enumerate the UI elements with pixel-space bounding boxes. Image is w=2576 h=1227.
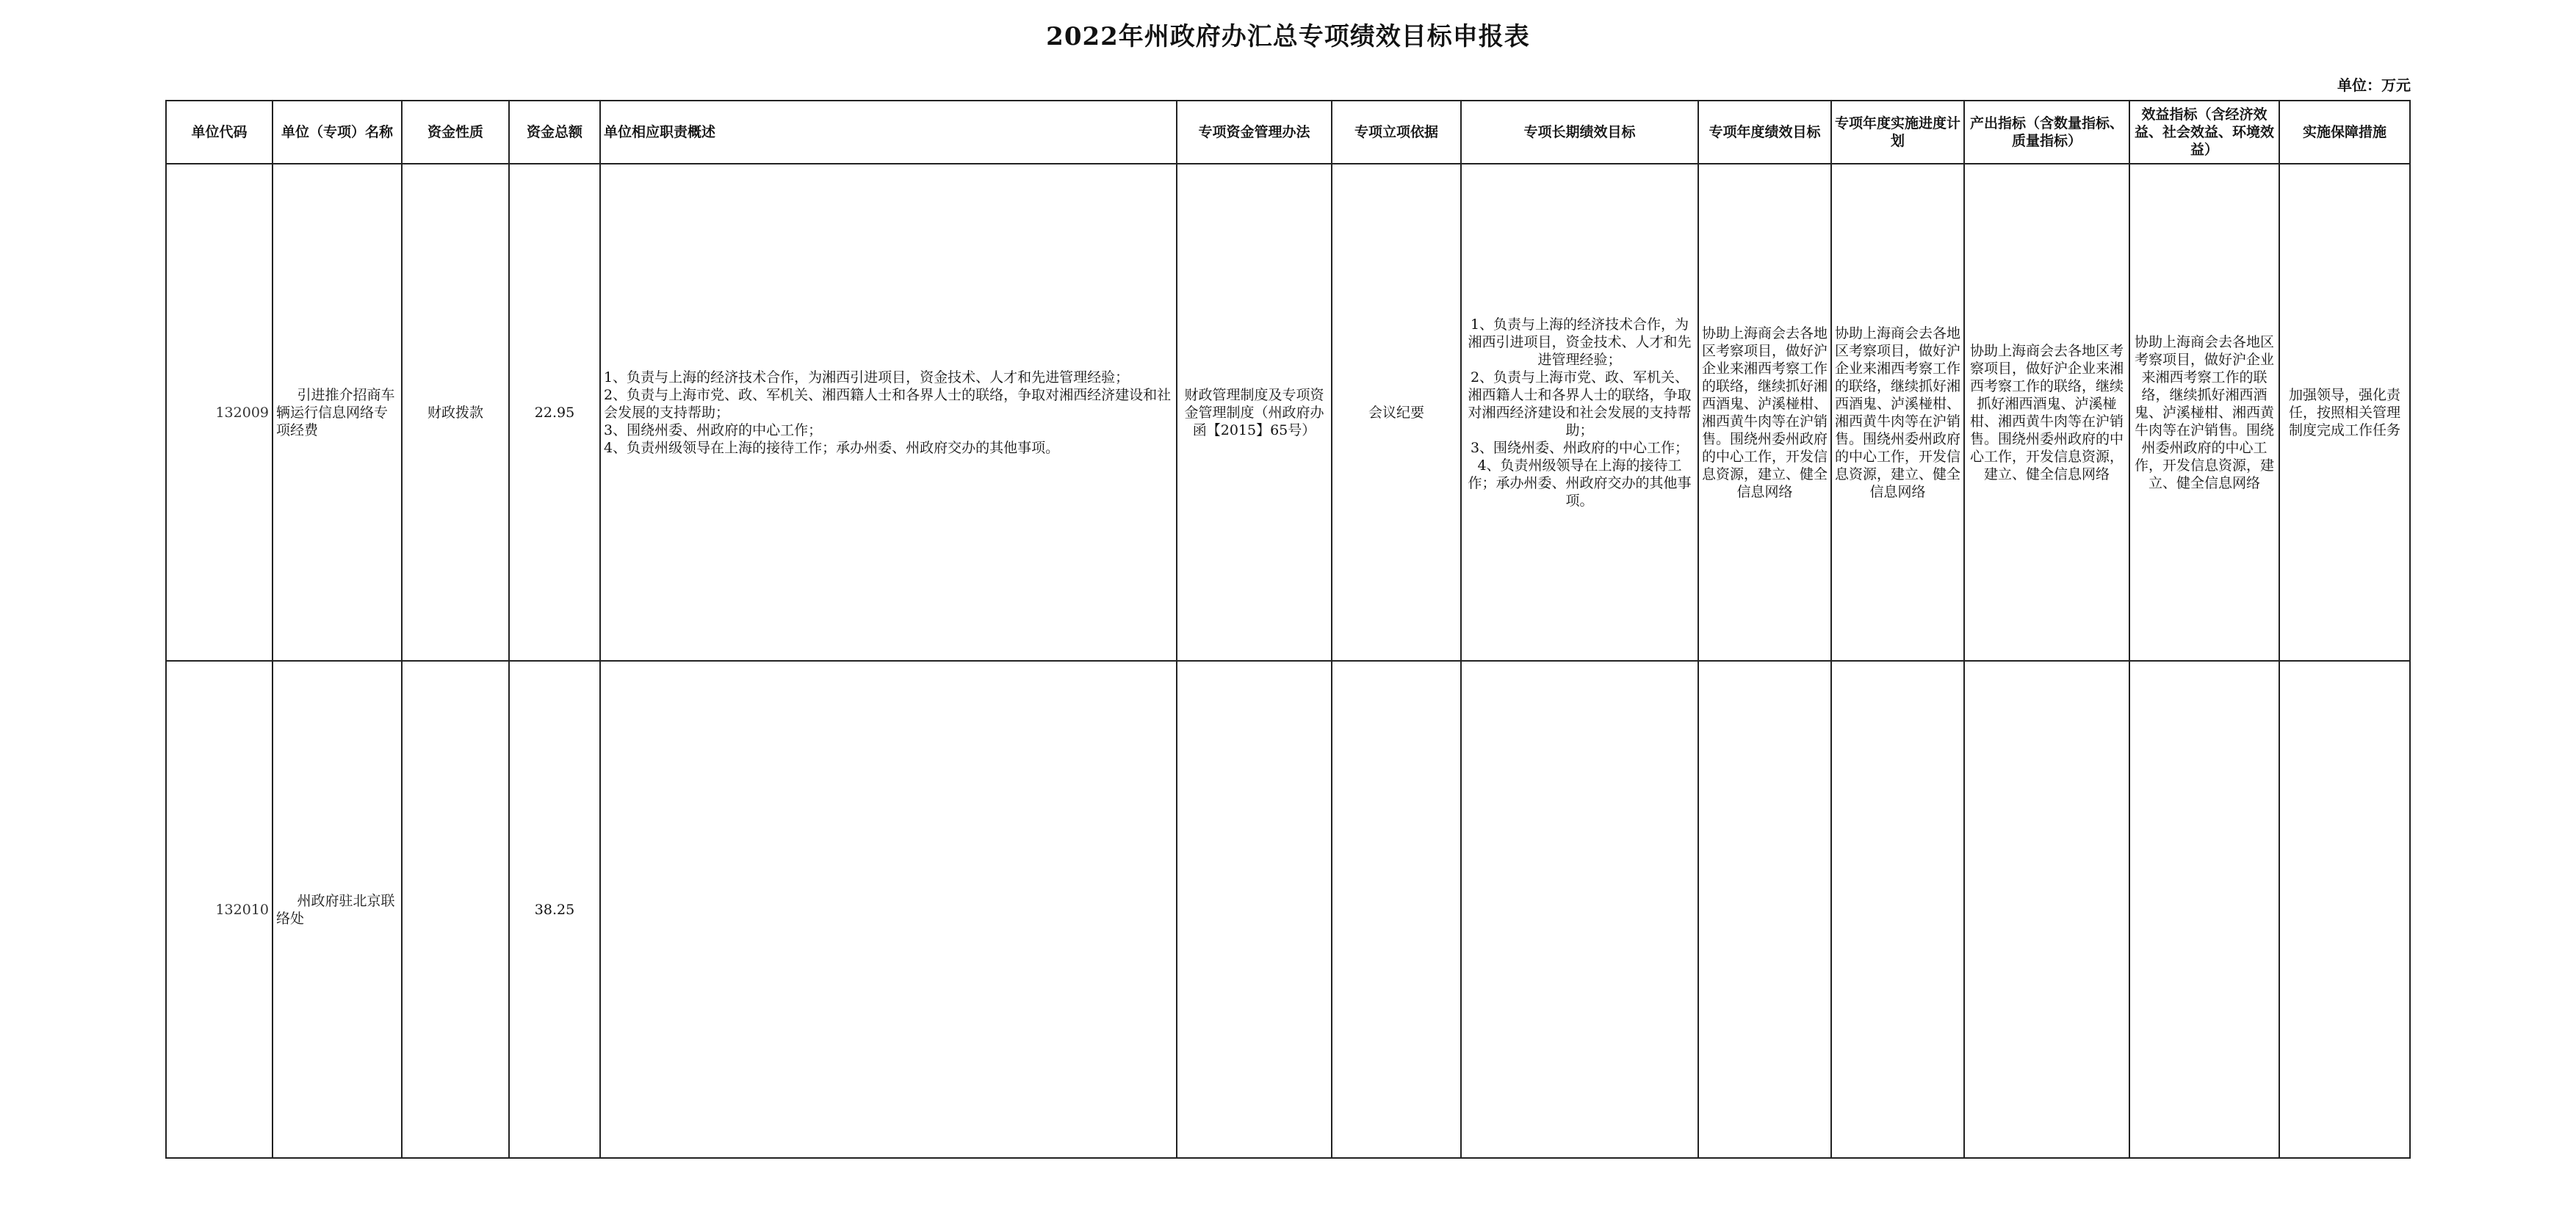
goal-line: 1、负责与上海的经济技术合作，为湘西引进项目，资金技术、人才和先进管理经验；	[1468, 316, 1692, 368]
goal-line: 3、围绕州委、州政府的中心工作；	[1470, 439, 1689, 456]
cell-duties	[600, 164, 1177, 661]
header-unit-code: 单位代码	[166, 101, 273, 164]
header-benefit-indicators: 效益指标（含经济效益、社会效益、环境效益）	[2129, 101, 2279, 164]
cell-annual-goal	[1698, 661, 1831, 1158]
header-annual-plan: 专项年度实施进度计划	[1831, 101, 1964, 164]
table-row	[166, 661, 2410, 1158]
header-safeguards: 实施保障措施	[2279, 101, 2410, 164]
cell-project-name: 引进推介招商车辆运行信息网络专项经费	[273, 164, 402, 661]
cell-basis: 会议纪要	[1332, 164, 1461, 661]
page-title: 2022年州政府办汇总专项绩效目标申报表	[1046, 22, 1530, 51]
header-management: 专项资金管理办法	[1177, 101, 1332, 164]
duty-line: 1、负责与上海的经济技术合作，为湘西引进项目，资金技术、人才和先进管理经验；	[604, 369, 1130, 386]
header-fund-type: 资金性质	[402, 101, 509, 164]
cell-unit-code: 132010	[166, 661, 273, 1158]
cell-unit-code: 132009	[166, 164, 273, 661]
cell-basis	[1332, 661, 1461, 1158]
header-output-indicators: 产出指标（含数量指标、质量指标）	[1964, 101, 2129, 164]
duty-line: 3、围绕州委、州政府的中心工作；	[604, 421, 823, 438]
cell-annual-plan	[1831, 661, 1964, 1158]
cell-duties	[600, 661, 1177, 1158]
cell-fund-type: 财政拨款	[402, 164, 509, 661]
table-row	[166, 164, 2410, 661]
header-project-name: 单位（专项）名称	[273, 101, 402, 164]
header-amount: 资金总额	[509, 101, 600, 164]
header-long-term-goals: 专项长期绩效目标	[1461, 101, 1698, 164]
cell-management	[1177, 661, 1332, 1158]
header-basis: 专项立项依据	[1332, 101, 1461, 164]
cell-long-term-goals	[1461, 661, 1698, 1158]
cell-fund-type	[402, 661, 509, 1158]
cell-annual-goal: 协助上海商会去各地区考察项目，做好沪企业来湘西考察工作的联络，继续抓好湘西酒鬼、泸溪椪柑、湘西黄牛肉等在沪销售。围绕州委州政府的中心工作，开发信息资源，建立、健全信息网络	[1698, 164, 1831, 661]
cell-benefit-indicators	[2129, 661, 2279, 1158]
unit-label: 单位：万元	[2337, 76, 2411, 94]
header-annual-goal: 专项年度绩效目标	[1698, 101, 1831, 164]
cell-benefit-indicators: 协助上海商会去各地区考察项目，做好沪企业来湘西考察工作的联络，继续抓好湘西酒鬼、泸溪椪柑、湘西黄牛肉等在沪销售。围绕州委州政府的中心工作，开发信息资源，建立、健全信息网络	[2129, 164, 2279, 661]
cell-amount: 38.25	[509, 661, 600, 1158]
cell-management: 财政管理制度及专项资金管理制度（州政府办函【2015】65号）	[1177, 164, 1332, 661]
goal-line: 2、负责与上海市党、政、军机关、湘西籍人士和各界人士的联络，争取对湘西经济建设和社会发展的支持帮助；	[1468, 369, 1692, 438]
duty-line: 4、负责州级领导在上海的接待工作；承办州委、州政府交办的其他事项。	[604, 439, 1060, 456]
duty-line: 2、负责与上海市党、政、军机关、湘西籍人士和各界人士的联络，争取对湘西经济建设和社会发展的支持帮助；	[604, 386, 1172, 421]
cell-long-term-goals	[1461, 164, 1698, 661]
cell-output-indicators: 协助上海商会去各地区考察项目，做好沪企业来湘西考察工作的联络，继续抓好湘西酒鬼、泸溪椪柑、湘西黄牛肉等在沪销售。围绕州委州政府的中心工作，开发信息资源，建立、健全信息网络	[1964, 164, 2129, 661]
cell-output-indicators	[1964, 661, 2129, 1158]
performance-table	[165, 100, 2411, 1159]
table-header-row	[166, 101, 2410, 164]
goal-line: 4、负责州级领导在上海的接待工作；承办州委、州政府交办的其他事项。	[1468, 457, 1692, 509]
cell-annual-plan: 协助上海商会去各地区考察项目，做好沪企业来湘西考察工作的联络，继续抓好湘西酒鬼、泸溪椪柑、湘西黄牛肉等在沪销售。围绕州委州政府的中心工作，开发信息资源，建立、健全信息网络	[1831, 164, 1964, 661]
cell-amount: 22.95	[509, 164, 600, 661]
header-duties: 单位相应职责概述	[600, 101, 1177, 164]
cell-safeguards	[2279, 661, 2410, 1158]
cell-safeguards: 加强领导，强化责任，按照相关管理制度完成工作任务	[2279, 164, 2410, 661]
cell-project-name: 州政府驻北京联络处	[273, 661, 402, 1158]
